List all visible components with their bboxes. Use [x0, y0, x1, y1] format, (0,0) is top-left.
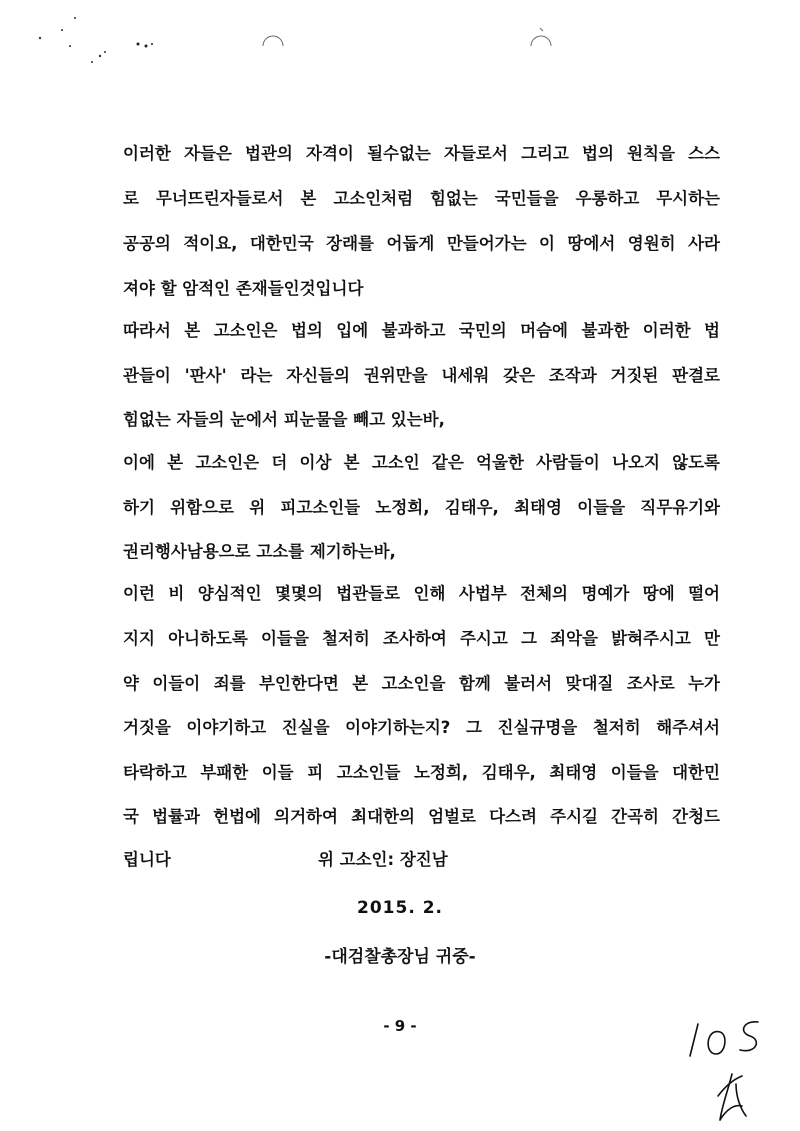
recipient: -대검찰총장님 귀중- [324, 947, 476, 967]
closing-line [123, 846, 720, 874]
body-line: 로 무너뜨린자들로서 본 고소인처럼 힘없는 국민들을 우롱하고 무시하는 [123, 189, 720, 208]
handwritten-page-number [680, 1010, 790, 1125]
document-date: 2015. 2. [357, 898, 443, 918]
punch-hole-right-icon [528, 26, 554, 52]
signature: 위 고소인: 장진남 [318, 850, 448, 869]
page-number: - 9 - [383, 1017, 417, 1035]
body-line: 국 법률과 헌법에 의거하여 최대한의 엄벌로 다스려 주시길 간곡히 간청드 [123, 807, 720, 826]
body-line: 권리행사남용으로 고소를 제기하는바, [123, 542, 396, 561]
body-line: 따라서 본 고소인은 법의 입에 불과하고 국민의 머슴에 불과한 이러한 법 [123, 321, 720, 340]
body-line: 약 이들이 죄를 부인한다면 본 고소인을 함께 불러서 맞대질 조사로 누가 [123, 674, 720, 693]
closing-text: 립니다 [123, 850, 171, 869]
punch-hole-left-icon [260, 26, 286, 52]
scan-specks [0, 0, 800, 80]
body-line: 타락하고 부패한 이들 피 고소인들 노정희, 김태우, 최태영 이들을 대한민 [123, 763, 720, 782]
body-line: 이러한 자들은 법관의 자격이 될수없는 자들로서 그리고 법의 원칙을 스스 [123, 144, 720, 163]
body-line: 공공의 적이요, 대한민국 장래를 어둡게 만들어가는 이 땅에서 영원히 사라 [123, 234, 720, 253]
body-line: 이에 본 고소인은 더 이상 본 고소인 같은 억울한 사람들이 나오지 않도록 [123, 453, 720, 472]
body-line: 하기 위함으로 위 피고소인들 노정희, 김태우, 최태영 이들을 직무유기와 [123, 498, 720, 517]
body-line: 거짓을 이야기하고 진실을 이야기하는지? 그 진실규명을 철저히 해주셔서 [123, 718, 720, 737]
body-line: 지지 아니하도록 이들을 철저히 조사하여 주시고 그 죄악을 밝혀주시고 만 [123, 629, 720, 648]
body-line: 져야 할 암적인 존재들인것입니다 [123, 279, 364, 298]
body-line: 힘없는 자들의 눈에서 피눈물을 빼고 있는바, [123, 410, 445, 429]
body-line: 이런 비 양심적인 몇몇의 법관들로 인해 사법부 전체의 명예가 땅에 떨어 [123, 584, 720, 603]
body-line: 관들이 '판사' 라는 자신들의 권위만을 내세워 갖은 조작과 거짓된 판결로 [123, 366, 720, 385]
